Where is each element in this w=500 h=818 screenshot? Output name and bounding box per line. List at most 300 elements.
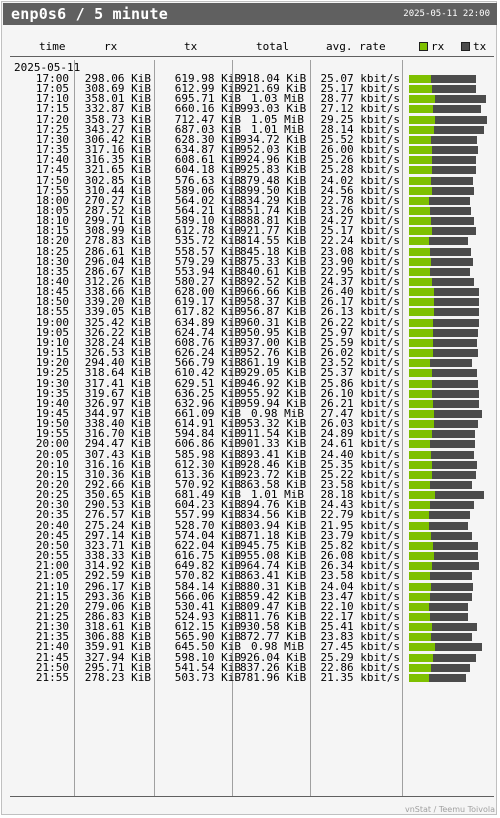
time-cell: 19:25 xyxy=(35,366,69,380)
total-cell: 925.83 KiB xyxy=(240,163,307,177)
tx-cell: 574.04 KiB xyxy=(174,528,241,542)
tx-bar xyxy=(433,329,479,337)
tx-cell: 632.96 KiB xyxy=(174,396,241,410)
total-cell: 888.81 KiB xyxy=(240,214,307,228)
rate-cell: 22.17 kbit/s xyxy=(320,609,400,623)
total-cell: 834.56 KiB xyxy=(240,508,307,522)
tx-bar xyxy=(432,227,477,235)
rx-cell: 295.71 KiB xyxy=(84,660,151,674)
rate-cell: 25.82 kbit/s xyxy=(320,538,400,552)
rate-cell: 25.17 kbit/s xyxy=(320,224,400,238)
time-cell: 20:50 xyxy=(35,538,69,552)
rate-cell: 25.52 kbit/s xyxy=(320,132,400,146)
rx-cell: 279.06 KiB xyxy=(84,599,151,613)
column-header-time: time xyxy=(39,40,66,53)
tx-cell: 636.25 KiB xyxy=(174,386,241,400)
rx-cell: 339.05 KiB xyxy=(84,305,151,319)
time-cell: 18:10 xyxy=(35,214,69,228)
tx-bar xyxy=(431,664,470,672)
time-cell: 21:50 xyxy=(35,660,69,674)
total-cell: 901.33 KiB xyxy=(240,437,307,451)
total-cell: 894.76 KiB xyxy=(240,498,307,512)
time-cell: 19:15 xyxy=(35,346,69,360)
rx-cell: 286.61 KiB xyxy=(84,244,151,258)
tx-bar xyxy=(432,562,479,570)
rate-cell: 25.29 kbit/s xyxy=(320,650,400,664)
rx-bar xyxy=(409,177,431,185)
rx-bar xyxy=(409,613,430,621)
date-label: 2025-05-11 xyxy=(14,61,81,74)
rate-cell: 21.35 kbit/s xyxy=(320,670,400,684)
time-cell: 18:35 xyxy=(35,264,69,278)
rx-bar xyxy=(409,390,432,398)
tx-cell: 614.91 KiB xyxy=(174,417,241,431)
rate-cell: 23.79 kbit/s xyxy=(320,528,400,542)
rx-bar xyxy=(409,85,432,93)
rx-cell: 308.99 KiB xyxy=(84,224,151,238)
rx-cell: 358.73 KiB xyxy=(84,112,151,126)
tx-bar xyxy=(429,197,470,205)
total-cell: 952.76 KiB xyxy=(240,346,307,360)
rx-cell: 293.36 KiB xyxy=(84,589,151,603)
time-cell: 17:00 xyxy=(35,72,69,85)
tx-bar xyxy=(434,552,479,560)
time-cell: 21:40 xyxy=(35,640,69,654)
rx-bar xyxy=(409,349,433,357)
time-cell: 18:25 xyxy=(35,244,69,258)
total-cell: 964.74 KiB xyxy=(240,559,307,573)
tx-bar xyxy=(435,643,482,651)
time-cell: 17:15 xyxy=(35,102,69,116)
total-cell: 814.55 KiB xyxy=(240,234,307,248)
tx-cell: 604.23 KiB xyxy=(174,498,241,512)
tx-cell: 616.75 KiB xyxy=(174,549,241,563)
tx-cell: 660.16 KiB xyxy=(174,102,241,116)
time-cell: 20:35 xyxy=(35,508,69,522)
tx-cell: 535.72 KiB xyxy=(174,234,241,248)
tx-cell: 613.36 KiB xyxy=(174,467,241,481)
tx-bar xyxy=(434,420,479,428)
rx-cell: 278.23 KiB xyxy=(84,670,151,684)
tx-bar xyxy=(430,572,472,580)
table-row xyxy=(10,672,494,683)
tx-bar xyxy=(429,522,468,530)
rx-cell: 328.24 KiB xyxy=(84,335,151,349)
rx-bar xyxy=(409,75,431,83)
rx-bar xyxy=(409,481,430,489)
tx-cell: 619.17 KiB xyxy=(174,295,241,309)
rx-bar xyxy=(409,339,433,347)
tx-cell: 681.49 KiB xyxy=(174,488,241,502)
total-cell: 0.98 MiB xyxy=(251,640,304,654)
rx-cell: 325.42 KiB xyxy=(84,315,151,329)
rx-cell: 296.04 KiB xyxy=(84,254,151,268)
total-cell: 926.04 KiB xyxy=(240,650,307,664)
total-cell: 840.61 KiB xyxy=(240,264,307,278)
rx-cell: 317.16 KiB xyxy=(84,143,151,157)
time-cell: 18:50 xyxy=(35,295,69,309)
total-cell: 934.72 KiB xyxy=(240,132,307,146)
rx-bar xyxy=(409,187,432,195)
time-cell: 21:10 xyxy=(35,579,69,593)
rx-bar xyxy=(409,298,434,306)
rx-cell: 327.94 KiB xyxy=(84,650,151,664)
tx-bar xyxy=(432,380,478,388)
tx-cell: 576.63 KiB xyxy=(174,173,241,187)
total-cell: 955.08 KiB xyxy=(240,549,307,563)
tx-bar xyxy=(429,603,468,611)
rx-cell: 344.97 KiB xyxy=(84,406,151,420)
rx-bar xyxy=(409,674,429,682)
rate-cell: 24.37 kbit/s xyxy=(320,275,400,288)
legend-tx-swatch xyxy=(461,42,470,51)
rx-bar xyxy=(409,359,430,367)
total-cell: 946.92 KiB xyxy=(240,376,307,390)
time-cell: 18:55 xyxy=(35,305,69,319)
rx-bar xyxy=(409,623,432,631)
rate-cell: 25.37 kbit/s xyxy=(320,366,400,380)
tx-cell: 594.84 KiB xyxy=(174,427,241,441)
time-cell: 21:45 xyxy=(35,650,69,664)
rate-cell: 28.18 kbit/s xyxy=(320,488,400,502)
title-bar xyxy=(3,3,497,25)
total-cell: 879.48 KiB xyxy=(240,173,307,187)
time-cell: 17:40 xyxy=(35,153,69,167)
rx-bar xyxy=(409,369,432,377)
rate-cell: 24.56 kbit/s xyxy=(320,183,400,197)
tx-bar xyxy=(431,217,474,225)
rx-bar xyxy=(409,552,434,560)
tx-bar xyxy=(433,319,479,327)
rx-cell: 338.33 KiB xyxy=(84,549,151,563)
rate-cell: 26.13 kbit/s xyxy=(320,305,400,319)
tx-cell: 612.15 KiB xyxy=(174,620,241,634)
tx-cell: 564.21 KiB xyxy=(174,203,241,217)
tx-bar xyxy=(432,461,477,469)
column-header-tx: tx xyxy=(184,40,198,53)
rx-bar xyxy=(409,319,433,327)
rx-bar xyxy=(409,593,430,601)
tx-bar xyxy=(435,491,485,499)
total-cell: 837.26 KiB xyxy=(240,660,307,674)
tx-cell: 661.09 KiB xyxy=(174,406,241,420)
time-cell: 19:30 xyxy=(35,376,69,390)
time-cell: 17:45 xyxy=(35,163,69,177)
tx-cell: 589.10 KiB xyxy=(174,214,241,228)
tx-bar xyxy=(431,258,473,266)
tx-cell: 626.24 KiB xyxy=(174,346,241,360)
tx-cell: 579.29 KiB xyxy=(174,254,241,268)
rate-cell: 27.47 kbit/s xyxy=(320,406,400,420)
rx-cell: 323.71 KiB xyxy=(84,538,151,552)
rate-cell: 22.78 kbit/s xyxy=(320,193,400,207)
rx-cell: 332.87 KiB xyxy=(84,102,151,116)
tx-cell: 612.78 KiB xyxy=(174,224,241,238)
rate-cell: 25.41 kbit/s xyxy=(320,620,400,634)
tx-bar xyxy=(433,339,477,347)
rx-cell: 299.71 KiB xyxy=(84,214,151,228)
tx-bar xyxy=(429,237,468,245)
time-cell: 21:20 xyxy=(35,599,69,613)
tx-bar xyxy=(432,430,475,438)
tx-bar xyxy=(431,633,472,641)
total-cell: 923.72 KiB xyxy=(240,467,307,481)
tx-cell: 608.76 KiB xyxy=(174,335,241,349)
tx-bar xyxy=(432,623,477,631)
rate-cell: 26.10 kbit/s xyxy=(320,386,400,400)
tx-bar xyxy=(430,613,468,621)
rx-bar xyxy=(409,380,432,388)
rx-cell: 350.65 KiB xyxy=(84,488,151,502)
total-cell: 929.05 KiB xyxy=(240,366,307,380)
time-cell: 20:40 xyxy=(35,518,69,532)
rx-bar xyxy=(409,440,430,448)
rate-cell: 26.21 kbit/s xyxy=(320,396,400,410)
total-cell: 993.03 KiB xyxy=(240,102,307,116)
rx-bar xyxy=(409,542,433,550)
total-cell: 956.87 KiB xyxy=(240,305,307,319)
tx-cell: 634.87 KiB xyxy=(174,143,241,157)
time-cell: 20:00 xyxy=(35,437,69,451)
rx-cell: 307.43 KiB xyxy=(84,447,151,461)
total-cell: 918.04 KiB xyxy=(240,72,307,85)
rx-cell: 338.40 KiB xyxy=(84,417,151,431)
report-timestamp: 2025-05-11 22:00 xyxy=(403,9,490,19)
rx-bar xyxy=(409,532,431,540)
tx-cell: 608.61 KiB xyxy=(174,153,241,167)
tx-bar xyxy=(431,136,477,144)
time-cell: 21:35 xyxy=(35,630,69,644)
tx-bar xyxy=(431,583,474,591)
time-cell: 19:45 xyxy=(35,406,69,420)
rate-cell: 26.08 kbit/s xyxy=(320,549,400,563)
rx-bar xyxy=(409,471,432,479)
tx-cell: 712.47 KiB xyxy=(174,112,241,126)
rx-cell: 292.59 KiB xyxy=(84,569,151,583)
rx-cell: 318.61 KiB xyxy=(84,620,151,634)
time-cell: 17:30 xyxy=(35,132,69,146)
legend-tx-label: tx xyxy=(473,40,487,53)
time-cell: 17:35 xyxy=(35,143,69,157)
tx-bar xyxy=(432,85,477,93)
time-cell: 21:55 xyxy=(35,670,69,684)
tx-cell: 570.82 KiB xyxy=(174,569,241,583)
rx-cell: 290.53 KiB xyxy=(84,498,151,512)
rx-bar xyxy=(409,643,435,651)
tx-bar xyxy=(435,116,487,124)
rx-bar xyxy=(409,420,434,428)
rx-bar xyxy=(409,511,429,519)
rate-cell: 25.97 kbit/s xyxy=(320,325,400,339)
total-cell: 892.52 KiB xyxy=(240,275,307,288)
rx-cell: 287.52 KiB xyxy=(84,203,151,217)
rx-bar xyxy=(409,583,431,591)
total-cell: 955.92 KiB xyxy=(240,386,307,400)
rate-cell: 22.79 kbit/s xyxy=(320,508,400,522)
tx-cell: 584.14 KiB xyxy=(174,579,241,593)
tx-bar xyxy=(429,674,466,682)
time-cell: 21:05 xyxy=(35,569,69,583)
rx-cell: 294.40 KiB xyxy=(84,356,151,370)
tx-bar xyxy=(430,359,471,367)
rx-cell: 296.17 KiB xyxy=(84,579,151,593)
total-cell: 845.18 KiB xyxy=(240,244,307,258)
rx-cell: 316.70 KiB xyxy=(84,427,151,441)
time-cell: 18:00 xyxy=(35,193,69,207)
total-cell: 0.98 MiB xyxy=(251,406,304,420)
tx-cell: 566.06 KiB xyxy=(174,589,241,603)
time-cell: 17:20 xyxy=(35,112,69,126)
tx-cell: 598.10 KiB xyxy=(174,650,241,664)
tx-cell: 645.50 KiB xyxy=(174,640,241,654)
tx-cell: 628.00 KiB xyxy=(174,285,241,299)
rx-bar xyxy=(409,633,431,641)
time-cell: 18:40 xyxy=(35,275,69,288)
rate-cell: 24.61 kbit/s xyxy=(320,437,400,451)
tx-bar xyxy=(434,298,479,306)
rate-cell: 25.59 kbit/s xyxy=(320,335,400,349)
time-cell: 18:45 xyxy=(35,285,69,299)
rate-cell: 23.52 kbit/s xyxy=(320,356,400,370)
rx-cell: 339.20 KiB xyxy=(84,295,151,309)
tx-bar xyxy=(434,410,482,418)
tx-cell: 589.06 KiB xyxy=(174,183,241,197)
rate-cell: 23.58 kbit/s xyxy=(320,478,400,491)
footer-credit: vnStat / Teemu Toivola xyxy=(404,805,495,814)
rx-bar xyxy=(409,278,432,286)
rx-cell: 358.01 KiB xyxy=(84,92,151,106)
rx-bar xyxy=(409,207,430,215)
rate-cell: 25.07 kbit/s xyxy=(320,72,400,85)
total-cell: 893.41 KiB xyxy=(240,447,307,461)
rate-cell: 25.26 kbit/s xyxy=(320,153,400,167)
tx-cell: 617.82 KiB xyxy=(174,305,241,319)
total-cell: 937.00 KiB xyxy=(240,335,307,349)
time-cell: 21:00 xyxy=(35,559,69,573)
tx-cell: 619.98 KiB xyxy=(174,72,241,85)
rx-cell: 276.57 KiB xyxy=(84,508,151,522)
rx-bar xyxy=(409,400,433,408)
tx-cell: 503.73 KiB xyxy=(174,670,241,684)
tx-cell: 566.79 KiB xyxy=(174,356,241,370)
time-cell: 21:15 xyxy=(35,589,69,603)
rx-bar xyxy=(409,410,434,418)
rx-bar xyxy=(409,501,430,509)
rate-cell: 22.95 kbit/s xyxy=(320,264,400,278)
rx-bar xyxy=(409,522,429,530)
tx-bar xyxy=(432,146,478,154)
rx-cell: 321.65 KiB xyxy=(84,163,151,177)
total-cell: 950.95 KiB xyxy=(240,325,307,339)
tx-bar xyxy=(433,654,477,662)
tx-bar xyxy=(434,288,480,296)
rx-cell: 326.53 KiB xyxy=(84,346,151,360)
time-cell: 17:50 xyxy=(35,173,69,187)
column-header-rx: rx xyxy=(104,40,118,53)
tx-bar xyxy=(435,95,486,103)
rx-cell: 319.67 KiB xyxy=(84,386,151,400)
rate-cell: 27.12 kbit/s xyxy=(320,102,400,116)
rate-cell: 23.90 kbit/s xyxy=(320,254,400,268)
rate-cell: 25.86 kbit/s xyxy=(320,376,400,390)
rate-cell: 24.27 kbit/s xyxy=(320,214,400,228)
time-cell: 20:15 xyxy=(35,467,69,481)
total-cell: 1.05 MiB xyxy=(251,112,304,126)
rx-cell: 359.91 KiB xyxy=(84,640,151,654)
rx-bar xyxy=(409,268,430,276)
rx-bar xyxy=(409,654,433,662)
tx-cell: 629.51 KiB xyxy=(174,376,241,390)
time-cell: 19:40 xyxy=(35,396,69,410)
rate-cell: 24.02 kbit/s xyxy=(320,173,400,187)
tx-bar xyxy=(434,126,484,134)
rx-cell: 343.27 KiB xyxy=(84,122,151,136)
total-cell: 959.94 KiB xyxy=(240,396,307,410)
rate-cell: 25.22 kbit/s xyxy=(320,467,400,481)
rx-bar xyxy=(409,603,429,611)
rx-bar xyxy=(409,136,431,144)
rx-bar xyxy=(409,491,435,499)
rx-bar xyxy=(409,126,434,134)
total-cell: 851.74 KiB xyxy=(240,203,307,217)
tx-cell: 612.30 KiB xyxy=(174,457,241,471)
total-cell: 928.46 KiB xyxy=(240,457,307,471)
rx-cell: 306.88 KiB xyxy=(84,630,151,644)
rx-cell: 310.36 KiB xyxy=(84,467,151,481)
tx-bar xyxy=(431,75,476,83)
total-cell: 781.96 KiB xyxy=(240,670,307,684)
rx-bar xyxy=(409,288,434,296)
rx-cell: 297.14 KiB xyxy=(84,528,151,542)
tx-cell: 687.03 KiB xyxy=(174,122,241,136)
time-cell: 17:05 xyxy=(35,82,69,96)
rx-bar xyxy=(409,156,432,164)
total-cell: 924.96 KiB xyxy=(240,153,307,167)
total-cell: 921.69 KiB xyxy=(240,82,307,96)
time-cell: 18:30 xyxy=(35,254,69,268)
total-cell: 809.47 KiB xyxy=(240,599,307,613)
rate-cell: 23.47 kbit/s xyxy=(320,589,400,603)
time-cell: 18:20 xyxy=(35,234,69,248)
tx-bar xyxy=(432,278,474,286)
total-cell: 811.76 KiB xyxy=(240,609,307,623)
time-cell: 19:05 xyxy=(35,325,69,339)
rx-cell: 314.92 KiB xyxy=(84,559,151,573)
total-cell: 1.01 MiB xyxy=(251,488,304,502)
rx-cell: 326.22 KiB xyxy=(84,325,151,339)
rx-cell: 294.47 KiB xyxy=(84,437,151,451)
tx-cell: 541.54 KiB xyxy=(174,660,241,674)
rx-cell: 338.66 KiB xyxy=(84,285,151,299)
rate-cell: 24.04 kbit/s xyxy=(320,579,400,593)
time-cell: 21:25 xyxy=(35,609,69,623)
tx-bar xyxy=(432,156,476,164)
rx-cell: 278.83 KiB xyxy=(84,234,151,248)
rate-cell: 22.86 kbit/s xyxy=(320,660,400,674)
tx-cell: 558.57 KiB xyxy=(174,244,241,258)
tx-cell: 628.30 KiB xyxy=(174,132,241,146)
rate-cell: 23.83 kbit/s xyxy=(320,630,400,644)
rx-bar xyxy=(409,248,430,256)
tx-bar xyxy=(432,166,476,174)
total-cell: 875.33 KiB xyxy=(240,254,307,268)
tx-cell: 612.99 KiB xyxy=(174,82,241,96)
rx-bar xyxy=(409,197,429,205)
rx-cell: 317.41 KiB xyxy=(84,376,151,390)
rx-cell: 302.85 KiB xyxy=(84,173,151,187)
rate-cell: 26.02 kbit/s xyxy=(320,346,400,360)
tx-cell: 585.98 KiB xyxy=(174,447,241,461)
